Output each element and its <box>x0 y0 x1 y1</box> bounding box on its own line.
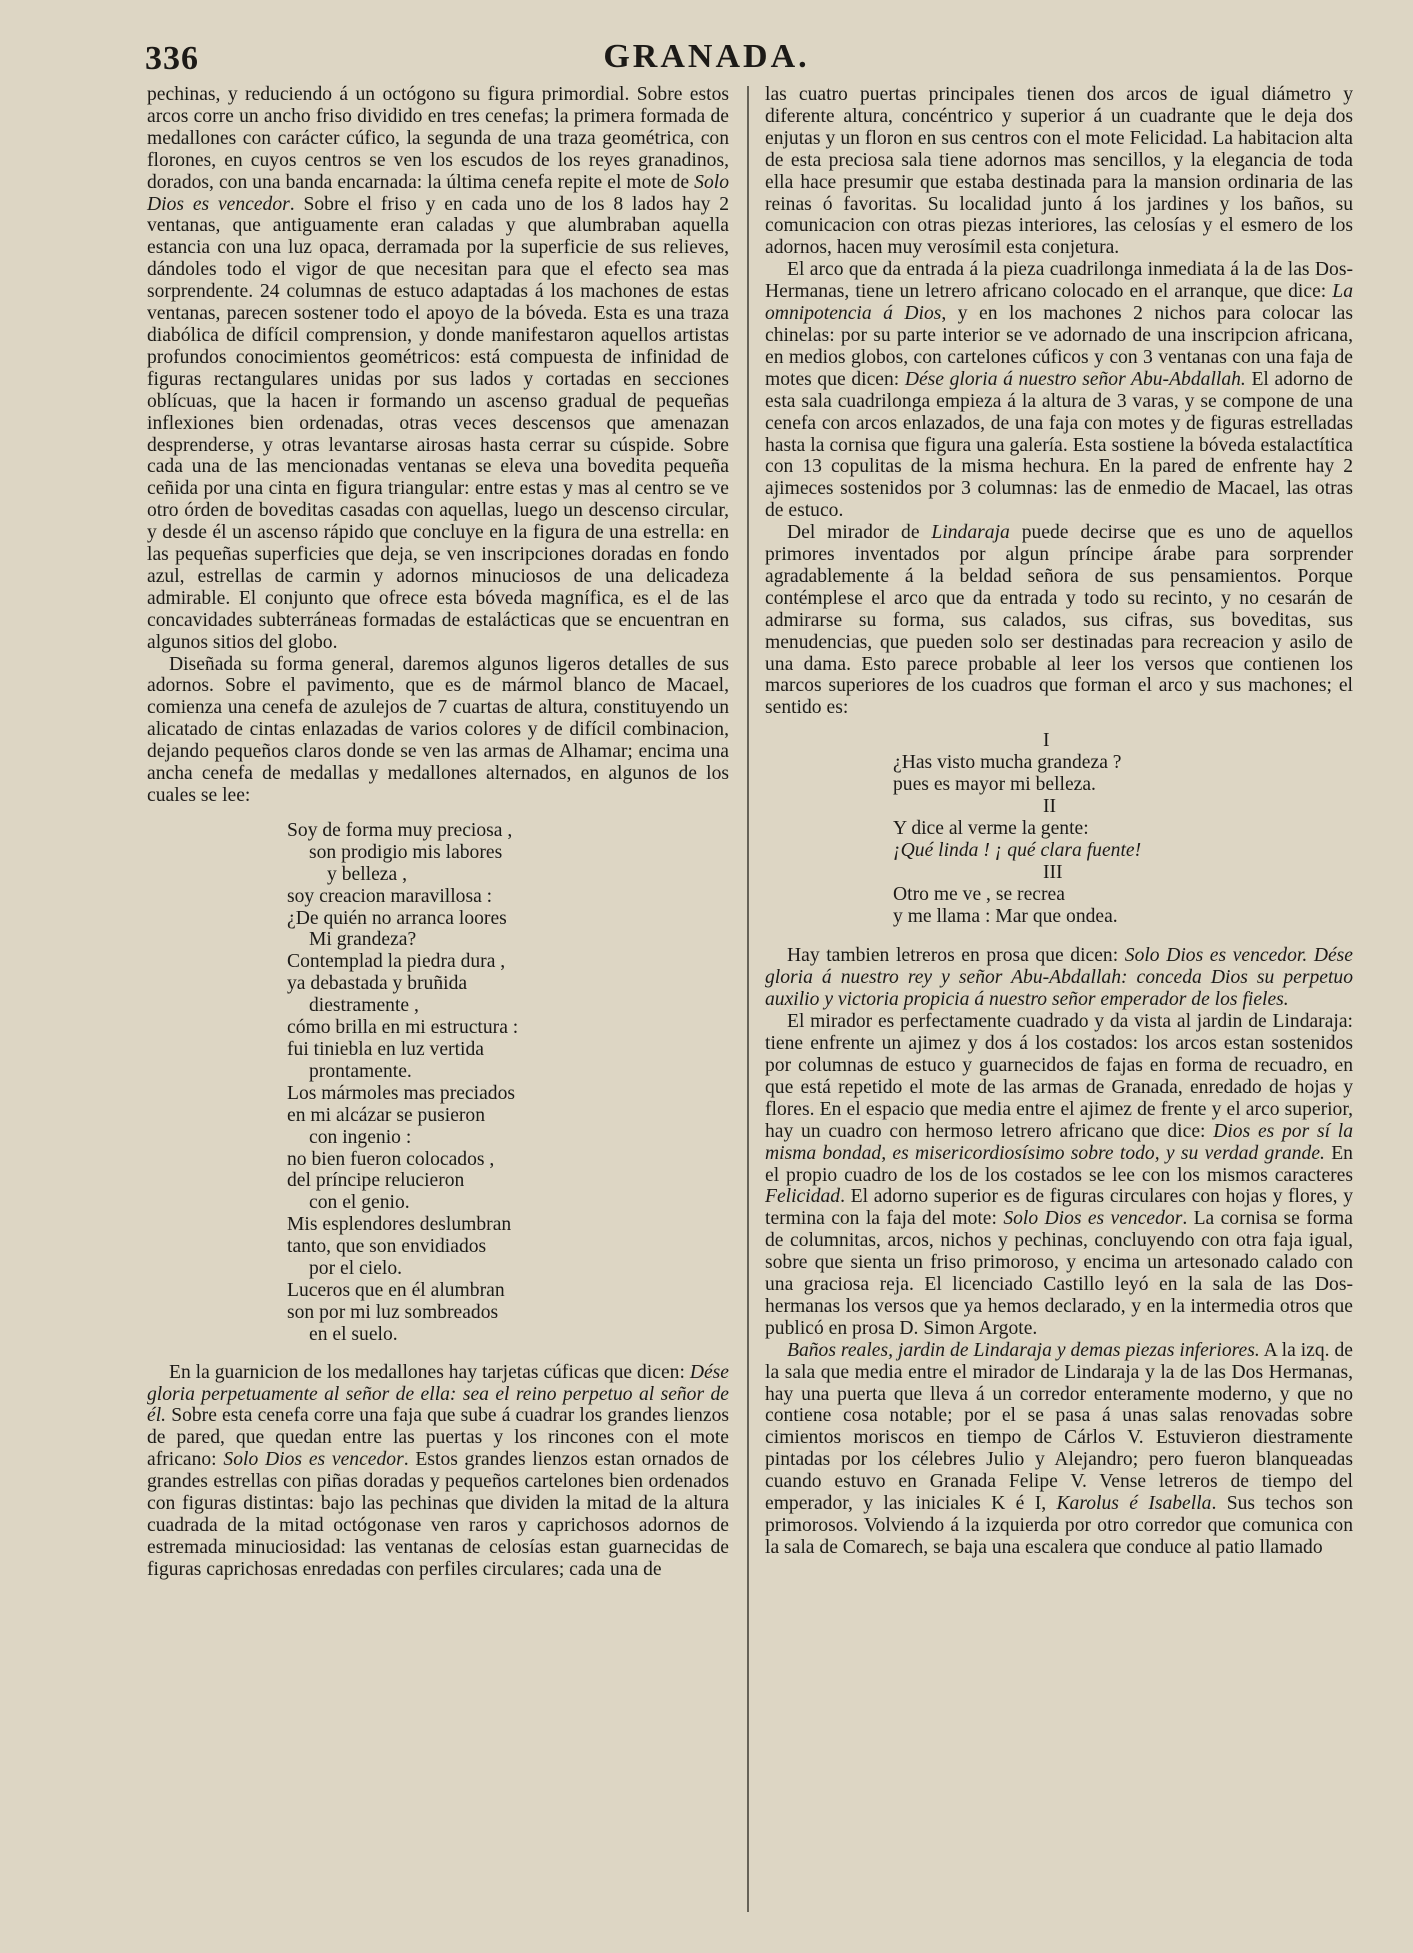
poem-line: y me llama : Mar que ondea. <box>893 905 1118 927</box>
right-paragraph-3: Del mirador de Lindaraja puede decirse que es uno de aquellos primores inventados por algun príncipe árabe para sorprender agradablemente á la beldad señora de sus pensamientos. Porque contémplese el arco que da entrada y todo su recinto, y no cesarán de admirarse su forma, sus calados, sus cifras, sus boveditas, sus menudencias, que pueden solo ser destinadas para recreacion y asilo de una dama. Esto parece probable al leer los versos que contienen los marcos superiores de los cuadros que forman el arco y sus machones; el sentido es: <box>765 522 1353 719</box>
poem-line: cómo brilla en mi estructura : <box>287 1017 519 1039</box>
poem-line: son prodigio mis labores <box>309 841 503 863</box>
running-head: GRANADA. <box>603 38 810 75</box>
poem-line: prontamente. <box>309 1060 412 1082</box>
poem-line: Los mármoles mas preciados <box>287 1082 515 1104</box>
poem-line: Mis esplendores deslumbran <box>287 1214 512 1236</box>
right-paragraph-5: El mirador es perfectamente cuadrado y da vista al jardin de Lindaraja: tiene enfrente un ajimez y dos á los costados: los arcos estan sostenidos por columnas de estuco y guarnecidos de fajas en forma de recuadro, en que está repetido el mote de las armas de Granada, enredado de hojas y flores. En el espacio que media entre el ajimez de frente y el arco superior, hay un cuadro con hermoso letrero africano que dice: Dios es por sí la misma bondad, es misericordiosísimo sobre todo, y su verdad grande. En el propio cuadro de los de los costados se lee con los mismos caracteres Felicidad. El adorno superior es de figuras circulares con hojas y flores, y termina con la faja del mote: Solo Dios es vencedor. La cornisa se forma de columnitas, arcos, nichos y pechinas, concluyendo con otra faja igual, sobre que sienta un friso primoroso, y encima un artesonado calado con una graciosa reja. El licenciado Castillo leyó en la sala de las Dos-hermanas los versos que ya hemos declarado, y en la intermedia otros que publicó en prosa D. Simon Argote. <box>765 1011 1353 1339</box>
column-divider <box>747 86 749 1912</box>
poem-numeral: I <box>1043 730 1050 752</box>
right-poem <box>893 730 1353 927</box>
poem-line: tanto, que son envidiados <box>287 1236 487 1258</box>
right-paragraph-1: las cuatro puertas principales tienen dos arcos de igual diámetro y diferente altura, concéntrico y superior á un cuadrante que le deja dos enjutas y un floron en sus centros con el mote Felicidad. La habitacion alta de esta preciosa sala tiene adornos mas sencillos, y la elegancia de toda ella hace presumir que estaba destinada para la mansion ordinaria de las reinas ó favoritas. Su localidad junto á los jardines y los baños, su comunicacion con otras piezas interiores, las celosías y el esmero de los adornos, hacen muy verosímil esta conjetura. <box>765 84 1353 259</box>
poem-line: ya debastada y bruñida <box>287 973 468 995</box>
page-number: 336 <box>145 40 199 77</box>
poem-line: con ingenio : <box>309 1126 412 1148</box>
poem-line: Y dice al verme la gente: <box>893 817 1089 839</box>
poem-line: no bien fueron colocados , <box>287 1148 495 1170</box>
poem-line: diestramente , <box>309 995 419 1017</box>
poem-line: Luceros que en él alumbran <box>287 1279 505 1301</box>
poem-line: del príncipe relucieron <box>287 1170 465 1192</box>
poem-line: ¡Qué linda ! ¡ qué clara fuente! <box>893 839 1142 861</box>
poem-line: pues es mayor mi belleza. <box>893 774 1096 796</box>
poem-line: con el genio. <box>309 1192 410 1214</box>
poem-line: soy creacion maravillosa : <box>287 885 493 907</box>
poem-numeral: II <box>1043 796 1057 817</box>
poem-numeral: III <box>1043 861 1063 883</box>
poem-line: Soy de forma muy preciosa , <box>287 819 513 841</box>
left-column <box>147 84 729 1581</box>
poem-line: por el cielo. <box>309 1258 403 1280</box>
poem-line: son por mi luz sombreados <box>287 1301 499 1323</box>
poem-line: Otro me ve , se recrea <box>893 883 1065 905</box>
left-poem <box>287 820 729 1346</box>
right-paragraph-6: Baños reales, jardin de Lindaraja y demas piezas inferiores. A la izq. de la sala que media entre el mirador de Lindaraja y la de las Dos Hermanas, hay una puerta que lleva á un corredor enteramente moderno, y que no contiene cosa notable; por el se pasa á unas salas renovadas sobre cimientos moriscos en tiempo de Cárlos V. Estuvieron diestramente pintadas por los célebres Julio y Alejandro; pero fueron blanqueadas cuando estuvo en Granada Felipe V. Vense letreros de tiempo del emperador, y las iniciales K é I, Karolus é Isabella. Sus techos son primorosos. Volviendo á la izquierda por otro corredor que comunica con la sala de Comarech, se baja una escalera que conduce al patio llamado <box>765 1339 1354 1558</box>
left-paragraph-2: Diseñada su forma general, daremos algunos ligeros detalles de sus adornos. Sobre el pavimento, que es de mármol blanco de Macael, comienza una cenefa de azulejos de 7 cuartas de altura, constituyendo un alicatado de cintas enlazadas de varios colores y de difícil combinacion, dejando pequeños claros donde se ven las armas de Alhamar; encima una ancha cenefa de medallas y medallones alternados, en algunos de los cuales se lee: <box>147 653 729 806</box>
poem-line: Mi grandeza? <box>309 929 417 951</box>
left-paragraph-1: pechinas, y reduciendo á un octógono su figura primordial. Sobre estos arcos corre un ancho friso dividido en tres cenefas; la primera formada de medallones con carácter cúfico, la segunda de una traza geométrica, con florones, en cuyos centros se ven los escudos de los reyes granadinos, dorados, con una banda encarnada: la última cenefa repite el mote de Solo Dios es vencedor. Sobre el friso y en cada uno de los 8 lados hay 2 ventanas, que antiguamente eran caladas y que alumbraban aquella estancia con una luz opaca, derramada por la superficie de sus relieves, dándoles todo el vigor de que necesitan para que el efecto sea mas sorprendente. 24 columnas de estuco adaptadas á los machones de estas ventanas, parecen sostener todo el apoyo de la bóveda. Esta es una traza diabólica de difícil comprension, y donde manifestaron aquellos artistas profundos conocimientos geométricos: está compuesta de infinidad de figuras rectangulares unidas por sus lados y cortadas en secciones oblícuas, que la hacen ir formando un ascenso gradual de pequeñas inflexiones bien ordenadas, otras veces descensos que amenazan desprenderse, y otras levantarse airosas hasta cerrar su cúspide. Sobre cada una de las mencionadas ventanas se eleva una bovedita pequeña ceñida por una cinta en figura triangular: entre estas y mas al centro se ve otro órden de boveditas casadas con aquellas, luego un descenso circular, y desde él un ascenso rápido que concluye en la figura de una estrella: en las pequeñas superficies que deja, se ven inscripciones doradas en fondo azul, estrellas de carmin y adornos minuciosos de una delicadeza admirable. El conjunto que ofrece esta bóveda magnífica, es el de las concavidades subterráneas formadas de estalácticas que se encuentran en algunos sitios del globo. <box>147 84 729 653</box>
poem-line: Contemplad la piedra dura , <box>287 951 506 973</box>
poem-line: fui tiniebla en luz vertida <box>287 1038 484 1060</box>
poem-line: en el suelo. <box>309 1323 398 1345</box>
right-paragraph-2: El arco que da entrada á la pieza cuadrilonga inmediata á la de las Dos-Hermanas, tiene un letrero africano colocado en el arranque, que dice: La omnipotencia á Dios, y en los machones 2 nichos para colocar las chinelas: por su parte interior se ve adornado de una inscripcion africana, en medios globos, con cartelones cúficos y con 3 ventanas con una faja de motes que dicen: Dése gloria á nuestro señor Abu-Abdallah. El adorno de esta sala cuadrilonga empieza á la altura de 3 varas, y se compone de una cenefa con arcos enlazados, de una faja con motes y de figuras estrelladas hasta la cornisa que figura una galería. Esta sostiene la bóveda estalactítica con 13 copulitas de la misma hechura. En la pared de enfrente hay 2 ajimeces sostenidos por 3 columnas: las de enmedio de Macael, las otras de estuco. <box>765 259 1354 522</box>
right-paragraph-4: Hay tambien letreros en prosa que dicen: Solo Dios es vencedor. Dése gloria á nuestro rey y señor Abu-Abdallah: conceda Dios su perpetuo auxilio y victoria propicia á nuestro señor emperador de los fieles. <box>765 945 1354 1011</box>
right-column <box>765 84 1353 1559</box>
left-paragraph-3: En la guarnicion de los medallones hay tarjetas cúficas que dicen: Dése gloria perpetuamente al señor de ella: sea el reino perpetuo al señor de él. Sobre esta cenefa corre una faja que sube á cuadrar los grandes lienzos de pared, que quedan entre las puertas y los rincones con el mote africano: Solo Dios es vencedor. Estos grandes lienzos estan ornados de grandes estrellas con piñas doradas y pequeños cartelones bien ordenados con figuras distintas: bajo las pechinas que dividen la mitad de la altura cuadrada de la mitad octógonase ven raros y caprichosos adornos de estremada minuciosidad: las ventanas de celosías estan guarnecidas de figuras caprichosas enredadas con perfiles circulares; cada una de <box>147 1361 729 1580</box>
poem-line: y belleza , <box>327 863 407 885</box>
poem-line: ¿De quién no arranca loores <box>287 907 507 929</box>
poem-line: en mi alcázar se pusieron <box>287 1104 486 1126</box>
poem-line: ¿Has visto mucha grandeza ? <box>893 752 1122 774</box>
